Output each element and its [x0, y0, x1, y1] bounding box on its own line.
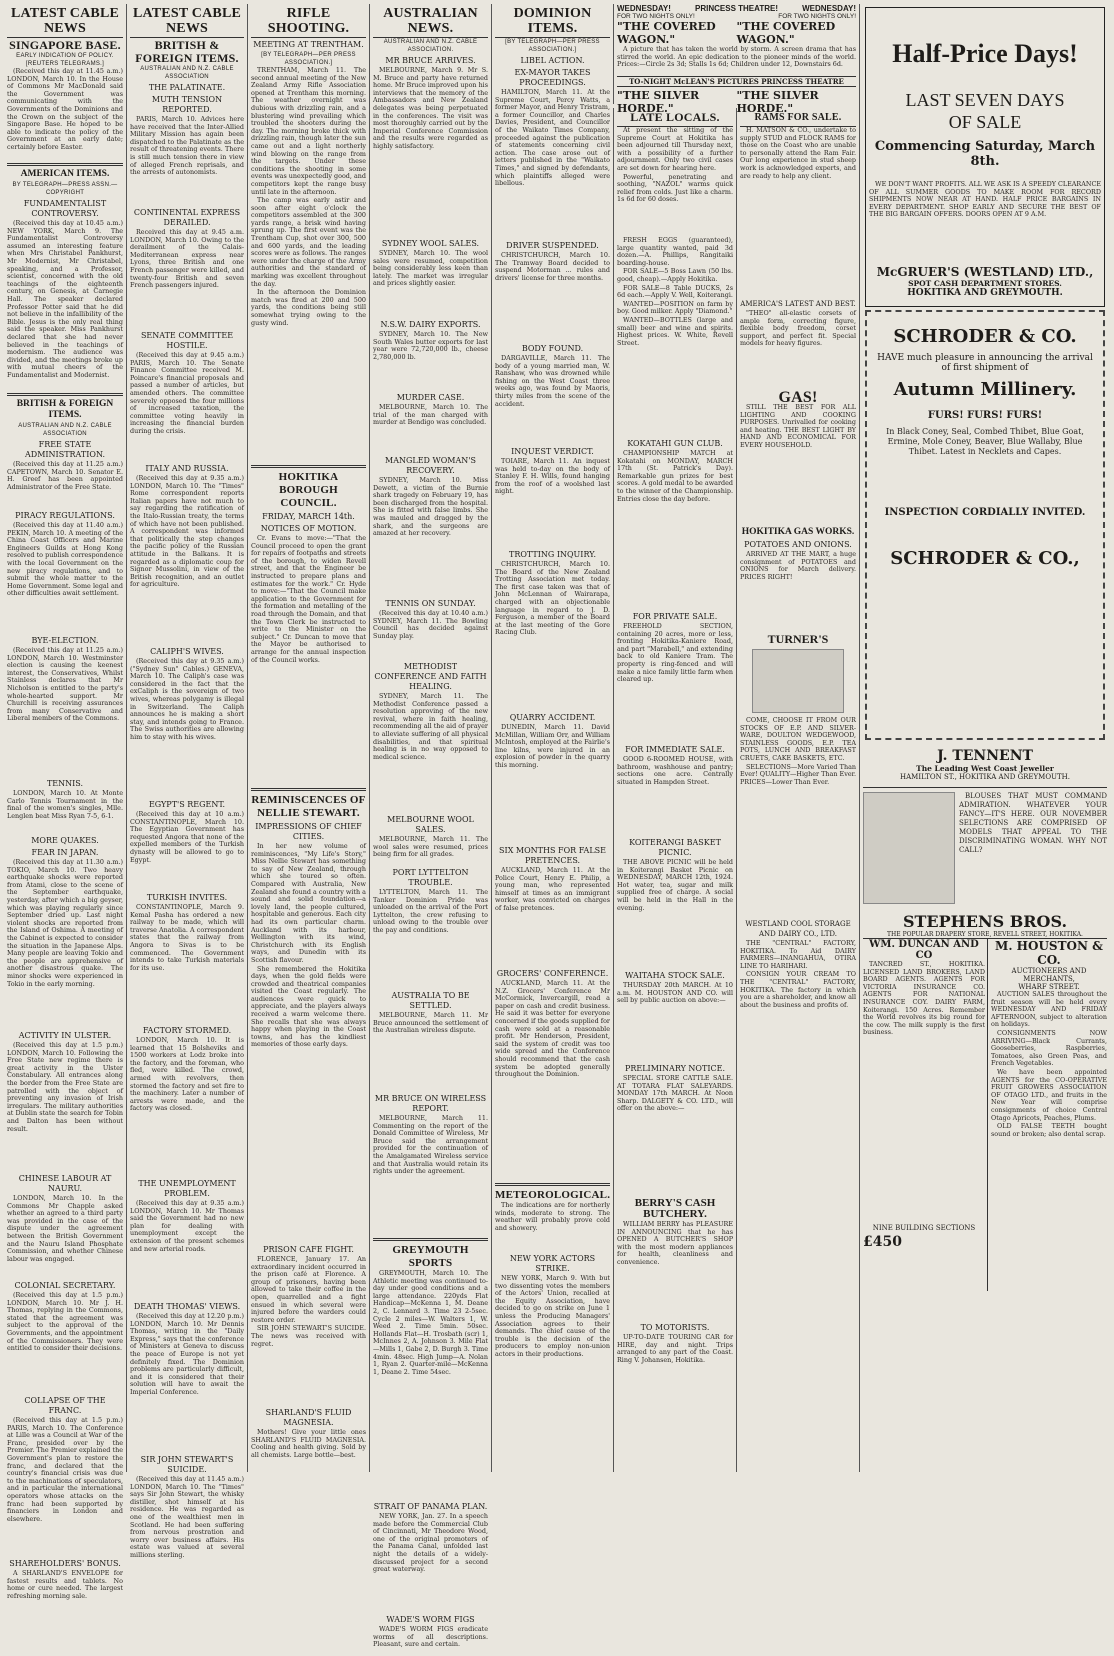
silver-horde-left: "THE SILVER HORDE."	[617, 89, 700, 115]
col5-heading: DOMINION ITEMS.	[495, 4, 610, 38]
col5-s9: GROCERS' CONFERENCE.	[496, 969, 609, 978]
col2-s9: FACTORY STORMED.	[142, 1026, 232, 1035]
col1-s14: COLLAPSE OF THE FRANC.	[24, 1396, 106, 1415]
col2-s11: DEATH THOMAS' VIEWS.	[133, 1302, 241, 1311]
col1-sub: EARLY INDICATION OF POLICY.	[16, 53, 114, 59]
col1-s13: COLONIAL SECRETARY.	[14, 1281, 116, 1290]
tennent: J. TENNENT	[937, 748, 1033, 764]
last-seven-days: LAST SEVEN DAYS	[905, 90, 1065, 110]
col5-s3: DRIVER SUSPENDED.	[506, 241, 599, 250]
col1-s11: ACTIVITY IN ULSTER.	[18, 1031, 112, 1040]
col2-s8: TURKISH INVITES.	[146, 893, 228, 902]
col2-s3: CONTINENTAL EXPRESS DERAILED.	[133, 208, 241, 227]
autumn-millinery: Autumn Millinery.	[893, 379, 1077, 400]
col6-s8: TO MOTORISTS.	[640, 1323, 710, 1332]
col6-s4: KOITERANGI BASKET PICNIC.	[629, 838, 721, 857]
col2-s10: THE UNEMPLOYMENT PROBLEM.	[138, 1179, 236, 1198]
col7-s4: POTATOES AND ONIONS.	[744, 540, 852, 549]
col4-s10: AUSTRALIA TO BE SETTLED.	[391, 991, 470, 1010]
nine-sections: NINE BUILDING SECTIONS	[872, 1224, 976, 1232]
col1-s6: PIRACY REGULATIONS.	[15, 511, 115, 520]
schroder-footer: SCHRODER & CO.,	[890, 548, 1080, 569]
col5-s4: BODY FOUND.	[521, 344, 584, 353]
two-nights-right: FOR TWO NIGHTS ONLY!	[778, 13, 856, 20]
col2-credit: AUSTRALIAN AND N.Z. CABLE ASSOCIATION	[140, 66, 234, 80]
col4-s7: METHODIST CONFERENCE AND FAITH HEALING.	[374, 662, 487, 691]
col7-s2: GAS!	[778, 389, 818, 406]
col1-credit: [REUTERS TELEGRAMS.]	[25, 61, 105, 67]
wharf-street: WHARF STREET.	[1018, 983, 1080, 991]
col1-s2credit: BY TELEGRAPH—PRESS ASSN.—COPYRIGHT	[12, 182, 118, 196]
column-latest-cable-news: LATEST CABLE NEWS SINGAPORE BASE. EARLY INDICATION OF POLICY. [REUTERS TELEGRAMS.] (Received this day at 11.45 a.m.) LONDON, March 10. In the House of Commons Mr MacDonald said the Government was communicating with the Governments of the Dominions and the Crown on the subject of the Singapore Base. He hoped to be able to indicate the policy of the Government at an early date; certainly before Easter. AMERICAN ITEMS. BY TELEGRAPH—PRESS ASSN.—COPYRIGHT FUNDAMENTALIST CONTROVERSY. (Received this day at 10.45 a.m.) NEW YORK, March 9. The Fundamentalist Controversy assumed an interesting feature when Mrs Christabel Pankhurst, Mr Modernist, Mr Christabel, speaking, and a Professor, scientist, concerned with the old teachings of the eighteenth century, on Genesis, at Carnegie Hall. The speaker declared Professor Potter said that he did not believe in the infallibility of the Bible. Jesus is the only real thing said the speaker. Miss Pankhurst declared that she had never believed in the teachings of modernism. The audience was divided, and the meetings broke up with mutual cheers of the Fundamentalist and Modernist. BRITISH & FOREIGN ITEMS. AUSTRALIAN AND N.Z. CABLE ASSOCIATION FREE STATE ADMINISTRATION. (Received this day at 11.25 a.m.) CAPETOWN, March 10. Senator E. H. Greef has been appointed Administrator of the Free State. PIRACY REGULATIONS. (Received this day at 11.40 a.m.) PEKIN, March 10. A meeting of the China Coast Officers and Marine Engineers Guilds at Hong Kong resolved to publish correspondence with the local Government on the new piracy regulations, and to submit the whole matter to the Home Government. Some legal and other difficulties await settlement. BYE-ELECTION. (Received this day at 11.25 a.m.) LONDON, March 10. Westminster election is causing the keenest interest, the Conservatives, Whilst Stainless declares that Mr Nicholson is entitled to the party's whole-hearted support. Mr Churchill is receiving assurances from many Conservative and Liberal members of the Commons. TENNIS. LONDON, March 10. At Monte Carlo Tennis Tournament in the final of the women's singles, Mlle. Lenglen beat Miss Ryan 7-5, 6-1. MORE QUAKES. FEAR IN JAPAN. (Received this day at 11.30 a.m.) TOKIO, March 10. Two heavy earthquake shocks were reported from Atami, close to the scene of the September earthquake, yesterday, after which a big geyser, which was playing regularly since September dried up. Last night violent shocks are reported from the Island of Oshima. A meeting of the Cabinet is expected to consider the situation in the Japanese Alps. Many people are leaving Tokio and the people are apprehensive of another disastrous quake. The minor shocks were experienced in Tokio in the early morning. ACTIVITY IN ULSTER. (Received this day at 1.5 p.m.) LONDON, March 10. Following the Free State new regime there is great activity in the Ulster Constabulary. All entrances along the border from the Free State are patrolled with the object of preventing any invasion of Irish irregulars. The military authorities at Dublin state the search for Tobin and Dalton has been without result. CHINESE LABOUR AT NAURU. LONDON, March 10. In the Commons Mr Chapple asked whether an agreed to a third party was provided in the case of the dispute under the agreement between the British Government and the Nauru Island Phosphate Commission, and whether Chinese labour was engaged. COLONIAL SECRETARY. (Received this day at 1.5 p.m.) LONDON, March 10. Mr J. H. Thomas, replying in the Commons, stated that the agreement was subject to the approval of the Governments, and the appointment of the Commissioners. They were entitled to consider their decisions. COLLAPSE OF THE FRANC. (Received this day at 1.5 p.m.) PARIS, March 10. The Conference at Lille was a Council at War of the Franc, presided over by the Premier. The Premier explained the Government's plan to restore the franc, and declared that the country's financial crisis was due to the machinations of speculators, and in particular the international operators whose attacks on the franc had been supported by financiers in London and elsewhere. SHAREHOLDERS' BONUS. A SHARLAND'S ENVELOPE for fastest results and tablets. No home or cure needed. The largest refreshing morning sale.	[7, 6, 123, 1600]
mcgruers-loc: HOKITIKA AND GREYMOUTH.	[907, 288, 1063, 298]
range-illustration	[752, 649, 844, 713]
price-450: £450	[863, 1234, 902, 1250]
col5-s11: NEW YORK ACTORS STRIKE.	[509, 1254, 596, 1273]
silver-horde-right: "THE SILVER HORDE."	[736, 89, 819, 115]
furs: FURS! FURS! FURS!	[927, 410, 1043, 421]
covered-wagon-left: "THE COVERED WAGON."	[617, 20, 716, 46]
commencing-date: Commencing Saturday, March 8th.	[874, 139, 1096, 169]
col6-s2: FOR PRIVATE SALE.	[632, 612, 718, 621]
col4-s6: TENNIS ON SUNDAY.	[385, 599, 476, 608]
col1-s7: BYE-ELECTION.	[31, 636, 99, 645]
schroder-heading: SCHRODER & CO.	[893, 326, 1077, 347]
half-price-heading: Half-Price Days!	[892, 39, 1078, 68]
tennent-sub: The Leading West Coast Jeweller	[916, 764, 1054, 773]
tennent-loc: HAMILTON ST., HOKITIKA AND GREYMOUTH.	[900, 773, 1070, 781]
col3-credit: [BY TELEGRAPH—PER PRESS ASSOCIATION.]	[261, 52, 356, 66]
of-sale: OF SALE	[948, 112, 1022, 132]
col1-s5: FREE STATE ADMINISTRATION.	[25, 440, 105, 459]
col4-heading: AUSTRALIAN NEWS.	[373, 4, 488, 38]
col3-s5: SHARLAND'S FLUID MAGNESIA.	[265, 1408, 352, 1427]
col5-s1: LIBEL ACTION.	[520, 56, 585, 65]
col4-s5: MANGLED WOMAN'S RECOVERY.	[385, 456, 476, 475]
col5-s2: EX-MAYOR TAKES PROCEEDINGS.	[514, 68, 591, 87]
col1-s3: FUNDAMENTALIST CONTROVERSY.	[23, 199, 107, 218]
col2-s2: MUTH TENSION REPORTED.	[151, 95, 223, 114]
column-australian-news: AUSTRALIAN NEWS. AUSTRALIAN AND N.Z. CABLE ASSOCIATION. MR BRUCE ARRIVES. MELBOURNE, March 9. Mr S. M. Bruce and party have returned home. Mr Bruce improved upon his interviews that the memory of the Ambassadors and New Zealand delegates was being perpetuated in the conferences. The visit was most thoroughly carried out by the Imperial Conference Commission and the results were regarded as highly satisfactory. SYDNEY WOOL SALES. SYDNEY, March 10. The wool sales were resumed, competition being considerably less keen than lately. The market was irregular and prices slightly easier. N.S.W. DAIRY EXPORTS. SYDNEY, March 10. The New South Wales butter exports for last year were 72,720,000 lb., cheese 2,780,000 lb. MURDER CASE. MELBOURNE, March 10. The trial of the man charged with murder at Bendigo was concluded. MANGLED WOMAN'S RECOVERY. SYDNEY, March 10. Miss Dewett, a victim of the Burnie shark tragedy on February 19, has been discharged from the hospital. She is fitted with false limbs. She was mauled and dragged by the shark, and the surgeons are amazed at her recovery. TENNIS ON SUNDAY. (Received this day at 10.40 a.m.) SYDNEY, March 11. The Bowling Council has decided against Sunday play. METHODIST CONFERENCE AND FAITH HEALING. SYDNEY, March 11. The Methodist Conference passed a resolution approving of the new revival, where in faith healing, recommending all the aid of prayer to alleviate suffering of all physical disabilities, and that spiritual healing is in no way opposed to medical science. MELBOURNE WOOL SALES. MELBOURNE, March 11. The wool sales were resumed, prices being firm for all grades. PORT LYTTELTON TROUBLE. LYTTELTON, March 11. The Tanker Dominion Pride was unloaded on the arrival of the Port Lyttelton, the crew refusing to unload owing to the trouble over the pay and conditions. AUSTRALIA TO BE SETTLED. MELBOURNE, March 11. Mr Bruce announced the settlement of the Australian wireless dispute. MR BRUCE ON WIRELESS REPORT. MELBOURNE, March 11. Commenting on the report of the Donald Committee of Wireless, Mr Bruce said the arrangement provided for the continuation of the Amalgamated Wireless service and that Australia would retain its rights under the agreement. GREYMOUTH SPORTS GREYMOUTH, March 10. The Athletic meeting was continued to-day under good conditions and a large attendance. 220yds Flat Handicap—McKenna 1, M. Deane 2, C. Lennard 3. Time 23 2-5sec. Cycle 2 miles—W. Walters 1, W. Weed 2. Time 5min. 50sec. Hollands Flat—H. Trosbath (scr) 1, McInnes 2, A. Johnson 3. Mile Flat—Mills 1, Gabe 2, D. Burgh 3. Time 4min. 48sec. High Jump—A. Nolan 1, Ryan 2. Quarter-mile—McKenna 1, Deane 2. Time 54sec. STRAIT OF PANAMA PLAN. NEW YORK, Jan. 27. In a speech made before the Commercial Club of Cincinnati, Mr Theodore Wood, one of the original promoters of the Panama Canal, unfolded last night the details of a widely-discussed project for a second great waterway. WADE'S WORM FIGS WADE'S WORM FIGS eradicate worms of all descriptions. Pleasant, sure and certain.	[369, 4, 491, 1472]
theatre-ads: WEDNESDAY! PRINCESS THEATRE! WEDNESDAY! FOR TWO NIGHTS ONLY! FOR TWO NIGHTS ONLY! "THE COVERED WAGON." "THE COVERED WAGON." A picture that has taken the world by storm. A screen drama that has stirred the world. An epic dedication to the pioneer minds of the world. Prices:—Circle 2s 3d; Stalls 1s 6d; Children under 12, Downstairs 6d. TO-NIGHT McLEAN'S PICTURES PRINCESS THEATRE "THE SILVER HORDE." "THE SILVER HORDE."	[613, 4, 859, 104]
princess-theatre: PRINCESS THEATRE!	[695, 4, 778, 13]
col7-heading: RAMS FOR SALE.	[740, 108, 856, 127]
col2-s7: EGYPT'S REGENT.	[148, 800, 226, 809]
col3-s3: REMINISCENCES OF NELLIE STEWART.	[251, 794, 366, 819]
col5-s10: METEOROLOGICAL.	[495, 1189, 611, 1201]
schroder-ad: SCHRODER & CO. HAVE much pleasure in announcing the arrival of first shipment of Autumn Millinery. FURS! FURS! FURS! In Black Coney, Seal, Combed Thibet, Blue Goat, Ermine, Mole Coney, Beaver, Blue Wallaby, Blue Thibet. Latest in Necklets and Capes. INSPECTION CORDIALLY INVITED. SCHRODER & CO.,	[865, 310, 1105, 740]
column-ads: RAMS FOR SALE. H. MATSON & CO., undertake to supply STUD and FLOCK RAMS for those on the Coast who are unable to personally attend the Ram Fair. Our long experience in stud sheep work is acknowledged experts, and are ready to help any client. AMERICA'S LATEST AND BEST. "THEO" all-elastic corsets of ample form, correcting figure, flexible body freedom, corset support, and perfect fit. Special models for heavy figures. GAS! STILL THE BEST FOR ALL LIGHTING AND COOKING PURPOSES. Unrivalled for cooking and heating. THE BEST LIGHT BY HAND AND ECONOMICAL FOR EVERY HOUSEHOLD. HOKITIKA GAS WORKS. POTATOES AND ONIONS. ARRIVED AT THE MART, a huge consignment of POTATOES and ONIONS for March delivery. PRICES RIGHT! TURNER'S COME, CHOOSE IT FROM OUR STOCKS OF E.P. AND SILVER-WARE, DOULTON WEDGEWOOD, STAINLESS GOODS, E.P. TEA POTS, LUNCH AND BREAKFAST CRUETS, CAKE BASKETS, ETC. SELECTIONS—More Varied Than Ever! QUALITY—Higher Than Ever. PRICES—Lower Than Ever. WESTLAND COOL STORAGE AND DAIRY CO., LTD. THE "CENTRAL" FACTORY, HOKITIKA. To Aid DAIRY FARMERS—INANGAHUA, OTIRA LINE TO HARIHARI. CONSIGN YOUR CREAM TO THE "CENTRAL" FACTORY, HOKITIKA. The factory in which you are a shareholder, and know all about the business and profits of.	[736, 108, 859, 1472]
col3-s2sub: FRIDAY, MARCH 14th.	[262, 512, 355, 521]
col7-s5: TURNER'S	[767, 632, 829, 646]
col6-s3: FOR IMMEDIATE SALE.	[625, 745, 725, 754]
col1-heading: LATEST CABLE NEWS	[7, 4, 123, 38]
col4-credit: AUSTRALIAN AND N.Z. CABLE ASSOCIATION.	[383, 39, 478, 53]
col1-subheading: SINGAPORE BASE.	[9, 38, 121, 52]
col2-subheading: BRITISH & FOREIGN ITEMS.	[135, 38, 239, 65]
stephens-bros: STEPHENS BROS.	[902, 912, 1068, 931]
col6-s6: PRELIMINARY NOTICE.	[624, 1064, 725, 1073]
col5-s5: INQUEST VERDICT.	[511, 447, 594, 456]
col1-s10: FEAR IN JAPAN.	[31, 848, 99, 857]
column-display-ads: Half-Price Days! LAST SEVEN DAYS OF SALE Commencing Saturday, March 8th. WE DON'T WANT PROFITS. ALL WE ASK IS A SPEEDY CLEARANCE OF ALL SUMMER GOODS TO MAKE ROOM FOR RECORD SHIPMENTS NOW NEAR AT HAND. HALF PRICE BARGAINS IN EVERY DEPARTMENT. SHOP EARLY AND SECURE THE BEST OF THE BIG BARGAIN OFFERS. DOORS OPEN AT 9 A.M. McGRUER'S (WESTLAND) LTD., SPOT CASH DEPARTMENT STORES. HOKITIKA AND GREYMOUTH. SCHRODER & CO. HAVE much pleasure in announcing the arrival of first shipment of Autumn Millinery. FURS! FURS! FURS! In Black Coney, Seal, Combed Thibet, Blue Goat, Ermine, Mole Coney, Beaver, Blue Wallaby, Blue Thibet. Latest in Necklets and Capes. INSPECTION CORDIALLY INVITED. SCHRODER & CO., J. TENNENT The Leading West Coast Jeweller HAMILTON ST., HOKITIKA AND GREYMOUTH. BLOUSES THAT MUST COMMAND ADMIRATION. WHATEVER YOUR FANCY—IT'S HERE. OUR NOVEMBER SELECTIONS ARE COMPRISED OF MODELS THAT APPEAL TO THE DISCRIMINATING WOMAN. WHY NOT CALL? STEPHENS BROS. THE POPULAR DRAPERY STORE, REVELL STREET, HOKITIKA. WM. DUNCAN AND CO TANCRED ST., HOKITIKA. LICENSED LAND BROKERS, LAND BOARD AGENTS. AGENTS FOR VICTORIA INSURANCE CO. AGENTS FOR NATIONAL INSURANCE COY. DAIRY FARM, Koiterangi. 150 Acres. Remember the World revolves its big round for the cow. The milk supply is the first business. NINE BUILDING SECTIONS £450 M. HOUSTON & CO. AUCTIONEERS AND MERCHANTS, WHARF STREET. AUCTION SALES throughout the fruit season will be held every WEDNESDAY AND FRIDAY AFTERNOON, subject to alteration on holidays. CONSIGNMENTS NOW ARRIVING—Black Currants, Gooseberries, Raspberries, Tomatoes, also Green Peas, and French Vegetables. We have been appointed AGENTS for the CO-OPERATIVE FRUIT GROWERS ASSOCIATION OF OTAGO LTD., and fruits in the New Year will comprise consignments of choice Central Otago Apricots, Peaches, Plums. OLD FALSE TEETH bought sound or broken; also dental scrap.	[859, 4, 1110, 1472]
half-price-ad: Half-Price Days! LAST SEVEN DAYS OF SALE Commencing Saturday, March 8th. WE DON'T WANT PROFITS. ALL WE ASK IS A SPEEDY CLEARANCE OF ALL SUMMER GOODS TO MAKE ROOM FOR RECORD SHIPMENTS NOW NEAR AT HAND. HALF PRICE BARGAINS IN EVERY DEPARTMENT. SHOP EARLY AND SECURE THE BEST OF THE BIG BARGAIN OFFERS. DOORS OPEN AT 9 A.M. McGRUER'S (WESTLAND) LTD., SPOT CASH DEPARTMENT STORES. HOKITIKA AND GREYMOUTH.	[865, 7, 1105, 307]
col3-s2sub2: NOTICES OF MOTION.	[260, 524, 357, 533]
tonight-banner: TO-NIGHT McLEAN'S PICTURES PRINCESS THEATRE	[617, 76, 856, 87]
col5-credit: [BY TELEGRAPH—PER PRESS ASSOCIATION.]	[505, 39, 600, 53]
col2-s6: CALIPH'S WIVES.	[150, 647, 224, 656]
schroder-announce: HAVE much pleasure in announcing the arrival of first shipment of	[877, 353, 1093, 373]
col2-s4: SENATE COMMITTEE HOSTILE.	[140, 331, 234, 350]
col2-s5: ITALY AND RUSSIA.	[145, 464, 229, 473]
col3-s4: PRISON CAFE FIGHT.	[263, 1245, 354, 1254]
col7-s1: AMERICA'S LATEST AND BEST.	[740, 300, 856, 308]
lady-illustration	[863, 792, 955, 904]
col1-s2: AMERICAN ITEMS.	[20, 169, 110, 179]
col4-s13: STRAIT OF PANAMA PLAN.	[373, 1502, 488, 1511]
column-rifle-shooting: RIFLE SHOOTING. MEETING AT TRENTHAM. [BY TELEGRAPH—PER PRESS ASSOCIATION.] TRENTHAM, March 11. The second annual meeting of the New Zealand Army Rifle Association opened at Trentham this morning. The weather overnight was dubious with drizzling rain, and a blustering wind prevailing which troubled the shooters during the day. The morning broke thick with drizzling rain, though later the sun came out and a light northerly wind blowing on the range from the targets. Under these conditions the shooting in some events was unexpectedly good, and competitors kept the range busy until late in the afternoon. The camp was early astir and soon after eight o'clock the competitors assembled at the 300 yards range, a brisk wind having sprung up. The first event was the Trentham Cup, shot over 300, 500 and 600 yards, and the leading scores were as follows. The ranges were under the charge of the Army authorities and the standard of marking was excellent throughout the day. In the afternoon the Dominion match was fired at 200 and 500 yards, the conditions being still somewhat trying owing to the gusty wind. HOKITIKA BOROUGH COUNCIL. FRIDAY, MARCH 14th. NOTICES OF MOTION. Cr. Evans to move:—"That the Council proceed to open the grant for repairs of footpaths and streets of the borough, to widen Revell street, and that the Engineer be instructed to prepare plans and estimates for the work." Cr. Hyde to move:—"That the Council make application to the Government for the formation and metalling of the road through the Domain, and that the Town Clerk be instructed to write to the Minister on the subject." Cr. Duncan to move that the Mayor be authorised to arrange for the annual inspection of the Council works. REMINISCENCES OF NELLIE STEWART. IMPRESSIONS OF CHIEF CITIES. In her new volume of reminiscences, "My Life's Story," Miss Nellie Stewart has something to say of New Zealand, through which she toured so often. Compared with Australia, New Zealand she found a country with a sound and solid foundation—a lovely land, the people cultured, hospitable and generous. Each city had its own particular charm. Auckland with its harbour, Wellington with its wind, Christchurch with its English ways, and Dunedin with its Scottish flavour. She remembered the Hokitika days, when the gold fields were crowded and theatrical companies visited the Coast regularly. The audiences were quick to appreciate, and the players always received a warm welcome there. She recalls that she was always happy when playing in the Coast towns, and has the kindliest memories of those early days. PRISON CAFE FIGHT. FLORENCE, January 17. An extraordinary incident occurred in the prison café at Florence. A group of prisoners, having been allowed to take their coffee in the open, quarrelled and a fight ensued in which several were injured before the warders could restore order. SIR JOHN STEWART'S SUICIDE. The news was received with regret. SHARLAND'S FLUID MAGNESIA. Mothers! Give your little ones SHARLAND'S FLUID MAGNESIA. Cooling and health giving. Sold by all chemists. Large bottle—best.	[247, 4, 369, 1472]
col4-s12: GREYMOUTH SPORTS	[392, 1244, 469, 1269]
col3-s1: MEETING AT TRENTHAM.	[253, 40, 364, 49]
mcgruers-sub: SPOT CASH DEPARTMENT STORES.	[908, 279, 1062, 288]
col2-s12: SIR JOHN STEWART'S SUICIDE.	[140, 1455, 234, 1474]
col2-heading: LATEST CABLE NEWS	[130, 4, 244, 38]
inspection: INSPECTION CORDIALLY INVITED.	[884, 507, 1086, 518]
col3-s3sub: IMPRESSIONS OF CHIEF CITIES.	[255, 822, 362, 841]
col1-s9: MORE QUAKES.	[31, 836, 99, 845]
col1-s12: CHINESE LABOUR AT NAURU.	[18, 1174, 112, 1193]
col1-s4: BRITISH & FOREIGN ITEMS.	[16, 399, 114, 420]
mcgruers: McGRUER'S (WESTLAND) LTD.,	[876, 265, 1094, 279]
col6-s1: KOKATAHI GUN CLUB.	[627, 439, 723, 448]
houston: M. HOUSTON & CO.	[995, 939, 1103, 967]
col6-heading: LATE LOCALS.	[617, 108, 733, 127]
col4-s8: MELBOURNE WOOL SALES.	[387, 815, 474, 834]
houston-sub: AUCTIONEERS AND MERCHANTS,	[1011, 967, 1087, 983]
col7-s3: HOKITIKA GAS WORKS.	[741, 527, 855, 537]
col1-s4credit: AUSTRALIAN AND N.Z. CABLE ASSOCIATION	[18, 423, 112, 437]
wed-left: WEDNESDAY!	[617, 4, 671, 13]
col4-s4: MURDER CASE.	[396, 393, 465, 402]
col4-s14: WADE'S WORM FIGS	[386, 1615, 475, 1624]
col4-s2: SYDNEY WOOL SALES.	[381, 239, 480, 248]
two-nights-left: FOR TWO NIGHTS ONLY!	[617, 13, 695, 20]
duncan: WM. DUNCAN AND CO	[869, 939, 979, 961]
wed-right: WEDNESDAY!	[802, 4, 856, 13]
col1-s15: SHAREHOLDERS' BONUS.	[9, 1559, 121, 1568]
column-dominion-items: DOMINION ITEMS. [BY TELEGRAPH—PER PRESS ASSOCIATION.] LIBEL ACTION. EX-MAYOR TAKES PROCEEDINGS. HAMILTON, March 11. At the Supreme Court, Percy Watts, a former Mayor, and Henry Tristram, a former Councillor, and Charles Davies, President, and Councillor of the Waikato Times Company, proceeded against the publication of statements concerning civil action. The case arose out of letters published in the "Waikato Times," and signed by defendants, which plaintiffs alleged were libellous. DRIVER SUSPENDED. CHRISTCHURCH, March 10. The Tramway Board decided to suspend Motorman ... rules and drivers' license for three months. BODY FOUND. DARGAVILLE, March 11. The body of a young married man, W. Ranshaw, who was drowned while fishing on the West Coast three weeks ago, was found by Maoris, thirty miles from the scene of the accident. INQUEST VERDICT. TOIARE, March 11. An inquest was held to-day on the body of Stanley F. H. Wills, found hanging from the roof of a woolshed last night. TROTTING INQUIRY. CHRISTCHURCH, March 10. The Board of the New Zealand Trotting Association met today. The first case taken was that of John McLennan of Wairarapa, charged with an objectionable language in regard to J. D. Ferguson, a member of the Board at the last meeting of the Gore Racing Club. QUARRY ACCIDENT. DUNEDIN, March 11. David McMillan, William Orr, and William McIntosh, employed at the Fairlie's line kilns, were injured in an explosion of powder in the quarry this morning. SIX MONTHS FOR FALSE PRETENCES. AUCKLAND, March 11. At the Police Court, Henry E. Philip, a young man, who represented himself at times as an immigrant worker, was convicted on charges of false pretences. GROCERS' CONFERENCE. AUCKLAND, March 11. At the N.Z. Grocers' Conference Mr McCormick, Invercargill, read a paper on cash and credit business. He said it was better for everyone concerned if the goods supplied for cash were sold at a reasonable profit. Mr Henderson, President, said the system of credit was too wide spread and the Conference should recommend that the cash system be adopted generally throughout the Dominion. METEOROLOGICAL. The indications are for northerly winds, moderate to strong. The weather will probably prove cold and showery. NEW YORK ACTORS STRIKE. NEW YORK, March 9. With but two dissenting votes the members of the Actors' Union, recalled at the Equity Association, have decided to go on strike on June 1 unless the Producing Managers' Association agrees to their demands. The chief cause of the trouble is the decision of the producers to employ non-union actors in their productions.	[491, 4, 613, 1472]
col4-s1: MR BRUCE ARRIVES.	[385, 56, 476, 65]
col4-s11: MR BRUCE ON WIRELESS REPORT.	[374, 1094, 487, 1113]
covered-wagon-right: "THE COVERED WAGON."	[736, 20, 836, 46]
column-late-locals: LATE LOCALS. At present the sitting of the Supreme Court at Hokitika has been adjourned till Thursday next, with a possibility of a further adjournment. Only two civil cases are set down for hearing here. Powerful, penetrating and soothing, "NAZOL" warms quick relief from colds. Just like a charm. 1s 6d for 60 doses. FRESH EGGS (guaranteed), large quantity wanted, paid 3d dozen.—A. Phillips, Rangitaiki boarding-house. FOR SALE—5 Boss Lawn (50 lbs. good, cheap).—Apply Hokitika. FOR SALE—8 Table DUCKS, 2s 6d each.—Apply V. Well, Koiterangi. WANTED—POSITION on farm by boy. Good milker. Apply "Diamond." WANTED—BOTTLES (large and small) beer and wine and spirits. Highest prices. W. White, Revell Street. KOKATAHI GUN CLUB. CHAMPIONSHIP MATCH at Kokatahi on MONDAY, MARCH 17th (St. Patrick's Day). Remarkable gun prizes for best scores. A gold medal to be awarded to the winner of the Championship. Entries close the day before. FOR PRIVATE SALE. FREEHOLD SECTION, containing 20 acres, more or less, fronting Hokitika-Kaniere Road, and part "Marabell," and extending back to old Kaniere Tram. The property is ring-fenced and will make a nice family little farm when cleared up. FOR IMMEDIATE SALE. GOOD 6-ROOMED HOUSE, with bathroom, washhouse and pantry; sections one acre. Centrally situated in Hampden Street. KOITERANGI BASKET PICNIC. THE ABOVE PICNIC will be held in Koiterangi Basket Picnic on WEDNESDAY, MARCH 12th, 1924. Hot water, tea, sugar and milk supplied free of charge. A social will be held in the Hall in the evening. WAITAHA STOCK SALE. THURSDAY 20th MARCH. At 10 a.m. M. HOUSTON AND CO. will sell by public auction on above:— PRELIMINARY NOTICE. SPECIAL STORE CATTLE SALE. AT TOTARA FLAT SALEYARDS. MONDAY 17th MARCH. At Noon Sharp. DALGETY & CO. LTD., will offer on the above:— BERRY'S CASH BUTCHERY. WILLIAM BERRY has PLEASURE IN ANNOUNCING that he has OPENED A BUTCHER'S SHOP with the most modern appliances for health, cleanliness and convenience. TO MOTORISTS. UP-TO-DATE TOURING CAR for HIRE, day and night. Trips arranged to any part of the Coast. Ring V. Johansen, Hokitika.	[613, 108, 736, 1472]
col3-s2: HOKITIKA BOROUGH COUNCIL.	[278, 471, 339, 509]
column-british-foreign: LATEST CABLE NEWS BRITISH & FOREIGN ITEMS. AUSTRALIAN AND N.Z. CABLE ASSOCIATION THE PALATINATE. MUTH TENSION REPORTED. PARIS, March 10. Advices here have received that the Inter-Allied Military Mission has again been dispatched to the Palatinate as the result of threatening events. There is still much tension there in view of alleged French reprisals, and the arrests of autonomists. CONTINENTAL EXPRESS DERAILED. Received this day at 9.45 a.m. LONDON, March 10. Owing to the derailment of the Calais-Mediterranean express near Lyons, three British and one French passenger were killed, and twenty-four British and seven French passengers injured. SENATE COMMITTEE HOSTILE. (Received this day at 9.45 a.m.) PARIS, March 10. The Senate Finance Committee received M. Poincare's financial proposals and passed a number of articles, but amended others. The committee severely opposed the four millions of increased taxation, the committee voting heavily in increasing the financial burden during the crisis. ITALY AND RUSSIA. (Received this day at 9.35 a.m.) LONDON, March 10. The "Times" Rome correspondent reports Italian papers have not much to say regarding the ratification of the Italo-Russian treaty, the terms of which have not been published. A correspondent was informed that politically the step changes the pacific policy of the Russian attitude in the Balkans. It is regarded as a diplomatic coup for Signor Mussolini, in view of the British recognition, and an outlet for agriculture. CALIPH'S WIVES. (Received this day at 9.35 a.m.) ("Sydney Sun" Cables.) GENEVA, March 10. The Caliph's case was considered in the fact that the exCaliph is the sovereign of two wives, whereas polygamy is illegal in Switzerland. The Caliph announces he is making a short stay, and intends going to France. The Swiss authorities are allowing him to stay with his wives. EGYPT'S REGENT. (Received this day at 10 a.m.) CONSTANTINOPLE, March 10. The Egyptian Government has requested Angora that none of the expelled members of the Turkish dynasty will be allowed to go to Egypt. TURKISH INVITES. CONSTANTINOPLE, March 9. Kemal Pasha has ordered a new railway to be made, which will traverse Anatolia. A correspondent states that the railway from Angora to Sivas is to be commenced. The Government intends to take Turkish materials for its use. FACTORY STORMED. LONDON, March 10. It is learned that 15 Bolsheviks and 1500 workers at Lodz broke into the factory, and the foreman, who fled, were killed. The crowd, armed with revolvers, then stormed the factory and set fire to the machinery. Later a number of arrests were made, and the factory was closed. THE UNEMPLOYMENT PROBLEM. (Received this day at 9.35 a.m.) LONDON, March 10. Mr Thomas said the Government had no new plan for dealing with unemployment except the extension of the present schemes and new arterial roads. DEATH THOMAS' VIEWS. (Received this day at 12.20 p.m.) LONDON, March 10. Mr Dennis Thomas, writing in the "Daily Express," says that the conference of Ministers at Geneva to discuss the peace of Europe is not yet definitely fixed. The Dominion problems are particularly difficult, and it is considered that their solution will have to await the Imperial Conference. SIR JOHN STEWART'S SUICIDE. (Received this day at 11.45 a.m.) LONDON, March 10. The "Times" says Sir John Stewart, the whisky distiller, shot himself at his residence. He was regarded as one of the wealthiest men in Scotland. He had been suffering from nervous prostration and worry over business affairs. His estate was valued at several millions sterling.	[126, 4, 247, 1472]
col6-s7: BERRY'S CASH BUTCHERY.	[634, 1197, 716, 1220]
col5-s8: SIX MONTHS FOR FALSE PRETENCES.	[499, 846, 606, 865]
stephens-address: THE POPULAR DRAPERY STORE, REVELL STREET, HOKITIKA.	[863, 931, 1107, 939]
col7-s6: WESTLAND COOL STORAGE AND DAIRY CO., LTD.	[745, 920, 851, 938]
col5-s6: TROTTING INQUIRY.	[508, 550, 597, 559]
col1-s8: TENNIS.	[46, 779, 84, 788]
col5-s7: QUARRY ACCIDENT.	[509, 713, 596, 722]
col4-s3: N.S.W. DAIRY EXPORTS.	[380, 320, 481, 329]
col3-heading: RIFLE SHOOTING.	[251, 4, 366, 38]
col2-s1: THE PALATINATE.	[148, 83, 226, 92]
col4-s9: PORT LYTTELTON TROUBLE.	[392, 868, 469, 887]
col6-s5: WAITAHA STOCK SALE.	[625, 971, 725, 980]
